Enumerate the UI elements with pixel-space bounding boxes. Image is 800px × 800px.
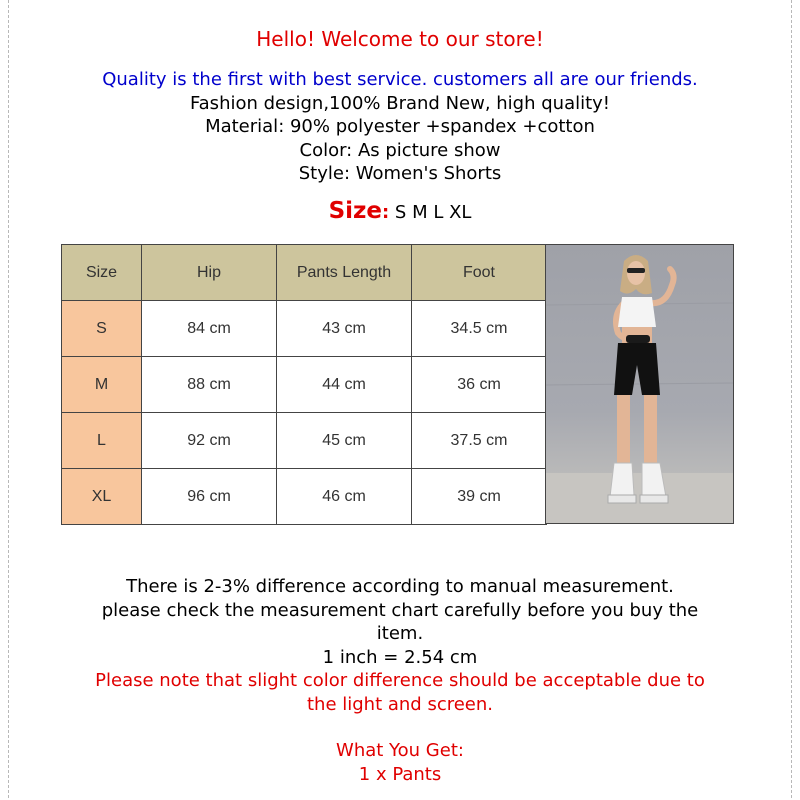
size-line	[0, 198, 800, 224]
pants-length-cell: 45 cm	[277, 413, 412, 469]
size-cell: L	[62, 413, 142, 469]
size-chart-header-row	[62, 245, 547, 301]
size-options: S M L XL	[389, 202, 472, 223]
table-row	[62, 413, 547, 469]
measurement-note: There is 2-3% difference according to manual measurement.	[126, 576, 674, 597]
table-row	[62, 301, 547, 357]
welcome-heading: Hello! Welcome to our store!	[256, 27, 544, 51]
header-size: Size	[62, 245, 142, 301]
foot-cell: 34.5 cm	[412, 301, 547, 357]
model-illustration	[546, 245, 733, 523]
hip-cell: 92 cm	[142, 413, 277, 469]
header-pants-length: Pants Length	[277, 245, 412, 301]
color-line: Color: As picture show	[299, 139, 501, 161]
foot-cell: 36 cm	[412, 357, 547, 413]
pants-length-cell: 46 cm	[277, 469, 412, 525]
check-note-line-2: item.	[376, 623, 424, 644]
notes-section	[0, 575, 800, 786]
color-note-line-1: Please note that slight color difference should be acceptable due to	[95, 670, 705, 691]
fashion-line: Fashion design,100% Brand New, high quality!	[189, 92, 611, 114]
header-foot: Foot	[412, 245, 547, 301]
foot-cell: 37.5 cm	[412, 413, 547, 469]
foot-cell: 39 cm	[412, 469, 547, 525]
color-note-line-2: the light and screen.	[306, 693, 494, 715]
product-photo	[545, 244, 734, 524]
what-you-get-item: 1 x Pants	[358, 763, 442, 785]
spacer	[0, 716, 800, 739]
quality-statement: Quality is the first with best service. customers all are our friends.	[102, 69, 698, 90]
table-row	[62, 469, 547, 525]
pants-length-cell: 44 cm	[277, 357, 412, 413]
style-line: Style: Women's Shorts	[298, 163, 502, 184]
size-chart-table	[61, 244, 547, 525]
what-you-get-title: What You Get:	[336, 740, 464, 761]
material-line: Material: 90% polyester +spandex +cotton	[205, 116, 595, 137]
hip-cell: 96 cm	[142, 469, 277, 525]
pants-length-cell: 43 cm	[277, 301, 412, 357]
size-cell: XL	[62, 469, 142, 525]
size-colon: :	[382, 202, 390, 223]
header-hip: Hip	[142, 245, 277, 301]
table-row	[62, 357, 547, 413]
check-note-line-1: please check the measurement chart carefully before you buy the	[101, 599, 699, 621]
size-cell: S	[62, 301, 142, 357]
hip-cell: 84 cm	[142, 301, 277, 357]
inch-conversion: 1 inch = 2.54 cm	[322, 646, 478, 668]
hip-cell: 88 cm	[142, 357, 277, 413]
product-intro	[0, 68, 800, 186]
size-label: Size	[328, 198, 382, 224]
size-cell: M	[62, 357, 142, 413]
